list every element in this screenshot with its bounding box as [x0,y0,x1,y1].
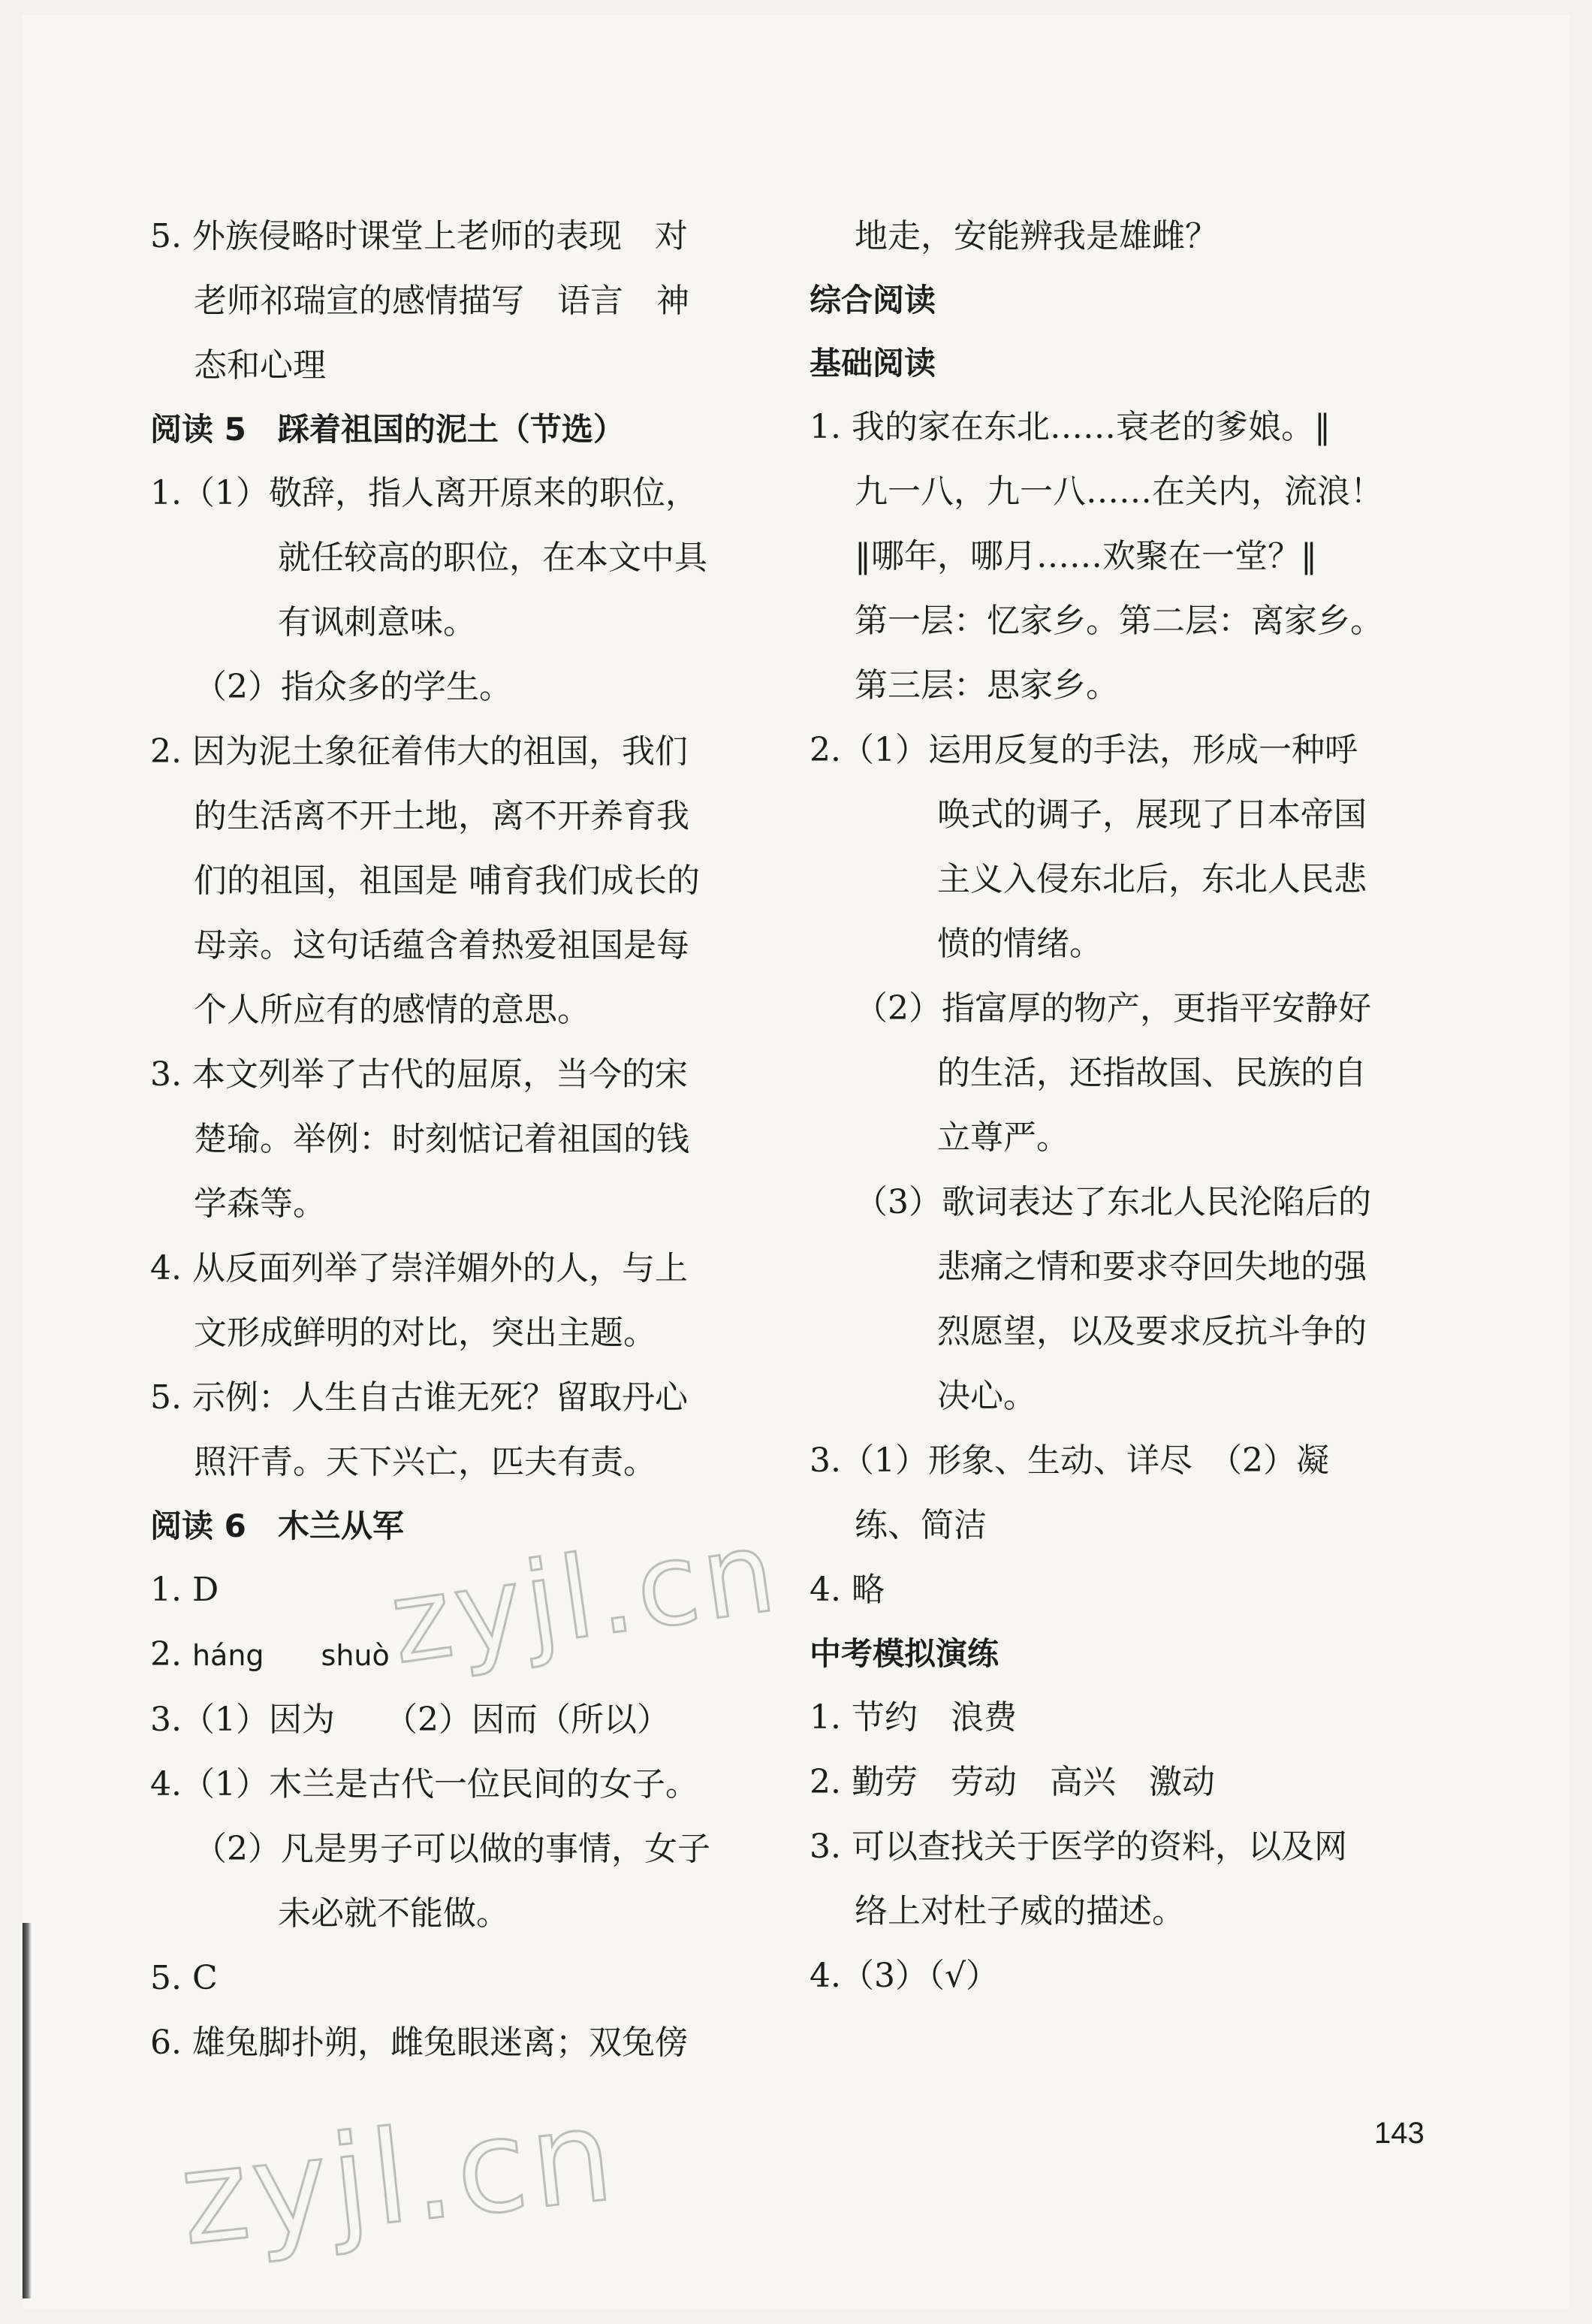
pinyin-answer: háng shuò [191,1639,390,1672]
answer-line: 唤式的调子，展现了日本帝国 [937,795,1367,834]
left-column [150,204,773,2075]
answer-line: 4. 从反面列举了崇洋媚外的人，与上 [150,1249,688,1287]
answer-line: 1. 节约 浪费 [810,1698,1017,1737]
answer-line: 2.（1）运用反复的手法，形成一种呼 [810,731,1358,769]
answer-line: 练、简洁 [855,1506,987,1544]
answer-line: 6. 雄兔脚扑朔，雌兔眼迷离；双兔傍 [150,2024,688,2062]
answer-line: 的生活，还指故国、民族的自 [937,1054,1367,1092]
watermark: zyjl.cn [383,1505,787,1690]
answer-line: 5. C [150,1959,218,1997]
section-heading-mock-exam: 中考模拟演练 [810,1635,1000,1672]
answer-line: 4.（3）（√） [810,1957,1000,1995]
answer-line: 照汗青。天下兴亡，匹夫有责。 [194,1443,656,1481]
answer-line: 3. 本文列举了古代的屈原，当今的宋 [150,1055,688,1094]
answer-line: 就任较高的职位，在本文中具 [278,539,707,577]
answer-line: （3）歌词表达了东北人民沦陷后的 [855,1183,1371,1221]
answer-line: 5. 外族侵略时课堂上老师的表现 对 [150,217,688,255]
answer-line: （2）凡是男子可以做的事情，女子 [194,1830,710,1868]
section-heading-reading-6: 阅读 6 木兰从军 [150,1508,404,1544]
answer-line: 4. 略 [810,1571,885,1609]
binding-shadow [23,1923,32,2298]
answer-number: 2. [150,1635,192,1674]
answer-line: 主义入侵东北后，东北人民悲 [937,860,1367,898]
answer-line: 3.（1）因为 （2）因而（所以） [150,1701,670,1739]
answer-line: 决心。 [937,1377,1036,1415]
right-column [810,204,1433,2009]
answer-line: 2. 因为泥土象征着伟大的祖国，我们 [150,732,688,771]
answer-line: 1. 我的家在东北……衰老的爹娘。‖ [810,408,1331,446]
answer-line: 2. 勤劳 劳动 高兴 激动 [810,1763,1215,1801]
answer-line: 学森等。 [194,1185,326,1223]
answer-line: 个人所应有的感情的意思。 [194,991,590,1029]
answer-line: 1. D [150,1571,219,1609]
answer-line: 5. 示例：人生自古谁无死？留取丹心 [150,1378,688,1417]
answer-line: 第一层：忆家乡。第二层：离家乡。 [855,602,1383,640]
answer-line: 楚瑜。举例：时刻惦记着祖国的钱 [194,1120,689,1158]
answer-line: 九一八，九一八……在关内，流浪！ [855,472,1383,511]
answer-line: 地走，安能辨我是雄雌？ [855,217,1218,255]
answer-line: 态和心理 [194,346,326,385]
answer-line: 立尊严。 [937,1118,1069,1157]
answer-line: 母亲。这句话蕴含着热爱祖国是每 [194,926,689,964]
answer-line: （2）指富厚的物产，更指平安静好 [855,989,1371,1028]
answer-line: （2）指众多的学生。 [194,668,512,706]
answer-line: 第三层：思家乡。 [855,666,1119,705]
answer-line: 文形成鲜明的对比，突出主题。 [194,1314,656,1352]
answer-line: 有讽刺意味。 [278,603,476,641]
answer-line: 3. 可以查找关于医学的资料，以及网 [810,1828,1347,1866]
answer-line: ‖哪年，哪月……欢聚在一堂？‖ [855,537,1317,575]
section-heading-basic: 基础阅读 [810,345,936,382]
answer-line: 愤的情绪。 [937,925,1102,963]
answer-line: 4.（1）木兰是古代一位民间的女子。 [150,1765,698,1803]
answer-line: 们的祖国，祖国是 哺育我们成长的 [194,862,700,900]
answer-line: 的生活离不开土地，离不开养育我 [194,797,689,835]
answer-line: 络上对杜子威的描述。 [855,1892,1185,1930]
answer-line: 烈愿望，以及要求反抗斗争的 [937,1312,1367,1351]
answer-line: 悲痛之情和要求夺回失地的强 [937,1248,1367,1286]
page-number: 143 [1374,2117,1425,2150]
answer-line: 未必就不能做。 [278,1894,509,1933]
answer-line: 3.（1）形象、生动、详尽 （2）凝 [810,1441,1329,1480]
section-heading-comprehensive: 综合阅读 [810,282,936,318]
watermark: zyjl.cn [173,2081,624,2274]
section-heading-reading-5: 阅读 5 踩着祖国的泥土（节选） [150,411,625,448]
answer-line: 老师祁瑞宣的感情描写 语言 神 [194,282,689,320]
answer-line: 1.（1）敬辞，指人离开原来的职位， [150,474,698,512]
